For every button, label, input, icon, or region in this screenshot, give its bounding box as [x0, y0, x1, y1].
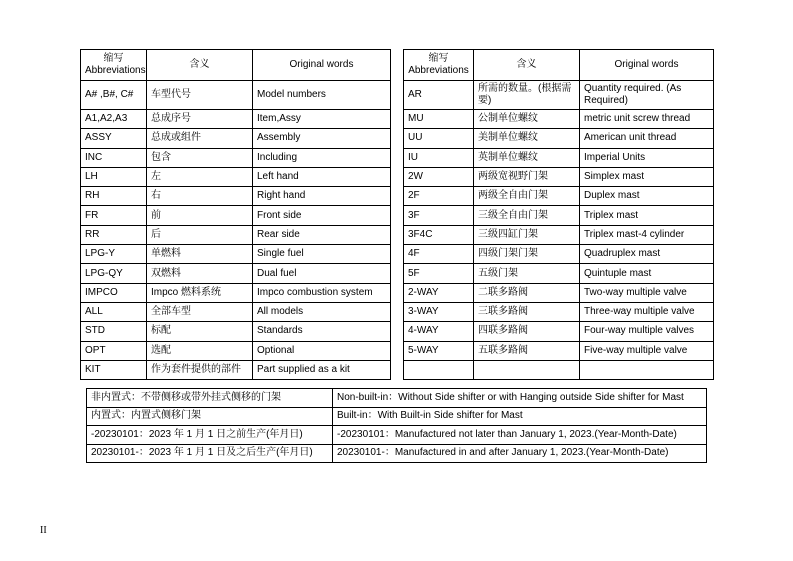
notes-table [86, 388, 707, 463]
original-words-cell: Five-way multiple valve [580, 341, 714, 360]
note-chinese-cell: 内置式：内置式侧移门架 [87, 407, 333, 426]
note-english-cell: 20230101-：Manufactured in and after January 1, 2023.(Year-Month-Date) [333, 444, 707, 463]
abbreviation-cell: 3F [404, 206, 474, 225]
page-number: II [40, 525, 47, 536]
abbreviation-cell: IMPCO [81, 283, 147, 302]
meaning-cell: 总成或组件 [147, 129, 253, 148]
note-english-cell: Built-in：With Built-in Side shifter for Mast [333, 407, 707, 426]
meaning-cell: 三联多路阀 [474, 302, 580, 321]
original-words-cell: Left hand [253, 167, 391, 186]
original-words-cell [580, 360, 714, 379]
table-header-row [81, 50, 391, 81]
meaning-cell: 右 [147, 187, 253, 206]
meaning-cell: 五联多路阀 [474, 341, 580, 360]
meaning-cell: 四联多路阀 [474, 322, 580, 341]
table-row [81, 81, 391, 110]
table-row [87, 444, 707, 463]
header-cell: 缩写 Abbreviations [404, 50, 474, 81]
abbreviation-cell: MU [404, 110, 474, 129]
abbreviation-cell: STD [81, 322, 147, 341]
original-words-cell: Part supplied as a kit [253, 360, 391, 379]
meaning-cell: 双燃料 [147, 264, 253, 283]
original-words-cell: Three-way multiple valve [580, 302, 714, 321]
note-english-cell: Non-built-in：Without Side shifter or with Hanging outside Side shifter for Mast [333, 389, 707, 408]
meaning-cell: 两级宽视野门架 [474, 167, 580, 186]
abbreviation-cell: A# ,B#, C# [81, 81, 147, 110]
meaning-cell: 所需的数量。(根据需要) [474, 81, 580, 110]
abbreviation-cell: 5F [404, 264, 474, 283]
original-words-cell: Quantity required. (As Required) [580, 81, 714, 110]
original-words-cell: Dual fuel [253, 264, 391, 283]
abbreviation-cell: 2W [404, 167, 474, 186]
table-row [404, 225, 714, 244]
original-words-cell: Including [253, 148, 391, 167]
table-row [81, 322, 391, 341]
table-row [81, 129, 391, 148]
table-row [87, 389, 707, 408]
note-chinese-cell: 非内置式：不带侧移或带外挂式侧移的门架 [87, 389, 333, 408]
table-row [404, 360, 714, 379]
original-words-cell: Assembly [253, 129, 391, 148]
table-row [404, 264, 714, 283]
meaning-cell: 三级全自由门架 [474, 206, 580, 225]
table-row [404, 129, 714, 148]
table-row [81, 302, 391, 321]
table-row [87, 407, 707, 426]
table-row [404, 322, 714, 341]
original-words-cell: Duplex mast [580, 187, 714, 206]
meaning-cell: 五级门架 [474, 264, 580, 283]
abbreviation-cell [404, 360, 474, 379]
header-cell: 缩写 Abbreviations [81, 50, 147, 81]
original-words-cell: Imperial Units [580, 148, 714, 167]
original-words-cell: Rear side [253, 225, 391, 244]
table-row [404, 187, 714, 206]
abbreviation-cell: INC [81, 148, 147, 167]
table-row [81, 206, 391, 225]
abbreviation-cell: IU [404, 148, 474, 167]
abbreviation-cell: KIT [81, 360, 147, 379]
original-words-cell: Optional [253, 341, 391, 360]
meaning-cell: 单燃料 [147, 245, 253, 264]
table-row [81, 225, 391, 244]
meaning-cell: 三级四缸门架 [474, 225, 580, 244]
meaning-cell: 作为套件提供的部件 [147, 360, 253, 379]
meaning-cell: 两级全自由门架 [474, 187, 580, 206]
meaning-cell: 后 [147, 225, 253, 244]
meaning-cell: 公制单位螺纹 [474, 110, 580, 129]
meaning-cell: 总成序号 [147, 110, 253, 129]
meaning-cell: 标配 [147, 322, 253, 341]
abbreviation-cell: UU [404, 129, 474, 148]
meaning-cell: Impco 燃料系统 [147, 283, 253, 302]
table-row [81, 264, 391, 283]
abbreviation-cell: AR [404, 81, 474, 110]
table-row [404, 167, 714, 186]
abbreviations-table-right [403, 49, 714, 380]
table-row [81, 187, 391, 206]
table-row [81, 148, 391, 167]
abbreviation-cell: OPT [81, 341, 147, 360]
header-cell: 含义 [147, 50, 253, 81]
meaning-cell: 选配 [147, 341, 253, 360]
header-cell: Original words [253, 50, 391, 81]
table-row [81, 167, 391, 186]
table-row [404, 302, 714, 321]
note-english-cell: -20230101：Manufactured not later than January 1, 2023.(Year-Month-Date) [333, 426, 707, 445]
table-row [404, 283, 714, 302]
original-words-cell: American unit thread [580, 129, 714, 148]
table-row [404, 148, 714, 167]
original-words-cell: Impco combustion system [253, 283, 391, 302]
abbreviation-cell: A1,A2,A3 [81, 110, 147, 129]
note-chinese-cell: 20230101-：2023 年 1 月 1 日及之后生产(年月日) [87, 444, 333, 463]
table-row [404, 245, 714, 264]
original-words-cell: Triplex mast [580, 206, 714, 225]
header-cell: Original words [580, 50, 714, 81]
abbreviation-cell: RH [81, 187, 147, 206]
table-row [404, 206, 714, 225]
table-row [81, 360, 391, 379]
original-words-cell: Quadruplex mast [580, 245, 714, 264]
abbreviation-cell: ALL [81, 302, 147, 321]
abbreviation-cell: 3F4C [404, 225, 474, 244]
original-words-cell: All models [253, 302, 391, 321]
table-row [404, 81, 714, 110]
table-row [81, 110, 391, 129]
abbreviation-cell: FR [81, 206, 147, 225]
meaning-cell: 左 [147, 167, 253, 186]
meaning-cell: 四级门架门架 [474, 245, 580, 264]
table-header-row [404, 50, 714, 81]
meaning-cell: 英制单位螺纹 [474, 148, 580, 167]
abbreviation-cell: RR [81, 225, 147, 244]
table-row [87, 426, 707, 445]
abbreviation-cell: 2F [404, 187, 474, 206]
table-row [81, 341, 391, 360]
abbreviation-cell: LPG-Y [81, 245, 147, 264]
abbreviation-cell: LPG-QY [81, 264, 147, 283]
abbreviation-cell: ASSY [81, 129, 147, 148]
original-words-cell: Right hand [253, 187, 391, 206]
original-words-cell: Single fuel [253, 245, 391, 264]
meaning-cell [474, 360, 580, 379]
meaning-cell: 二联多路阀 [474, 283, 580, 302]
original-words-cell: Front side [253, 206, 391, 225]
abbreviation-cell: 5-WAY [404, 341, 474, 360]
original-words-cell: Quintuple mast [580, 264, 714, 283]
meaning-cell: 全部车型 [147, 302, 253, 321]
table-row [81, 283, 391, 302]
original-words-cell: Standards [253, 322, 391, 341]
table-row [404, 110, 714, 129]
abbreviations-table-left [80, 49, 391, 380]
abbreviation-cell: LH [81, 167, 147, 186]
abbreviation-cell: 2-WAY [404, 283, 474, 302]
meaning-cell: 包含 [147, 148, 253, 167]
original-words-cell: Item,Assy [253, 110, 391, 129]
abbreviation-cell: 3-WAY [404, 302, 474, 321]
original-words-cell: metric unit screw thread [580, 110, 714, 129]
table-row [81, 245, 391, 264]
meaning-cell: 前 [147, 206, 253, 225]
original-words-cell: Four-way multiple valves [580, 322, 714, 341]
table-row [404, 341, 714, 360]
original-words-cell: Triplex mast-4 cylinder [580, 225, 714, 244]
meaning-cell: 车型代号 [147, 81, 253, 110]
note-chinese-cell: -20230101：2023 年 1 月 1 日之前生产(年月日) [87, 426, 333, 445]
original-words-cell: Simplex mast [580, 167, 714, 186]
abbreviation-cell: 4F [404, 245, 474, 264]
abbreviation-cell: 4-WAY [404, 322, 474, 341]
original-words-cell: Model numbers [253, 81, 391, 110]
header-cell: 含义 [474, 50, 580, 81]
original-words-cell: Two-way multiple valve [580, 283, 714, 302]
meaning-cell: 美制单位螺纹 [474, 129, 580, 148]
